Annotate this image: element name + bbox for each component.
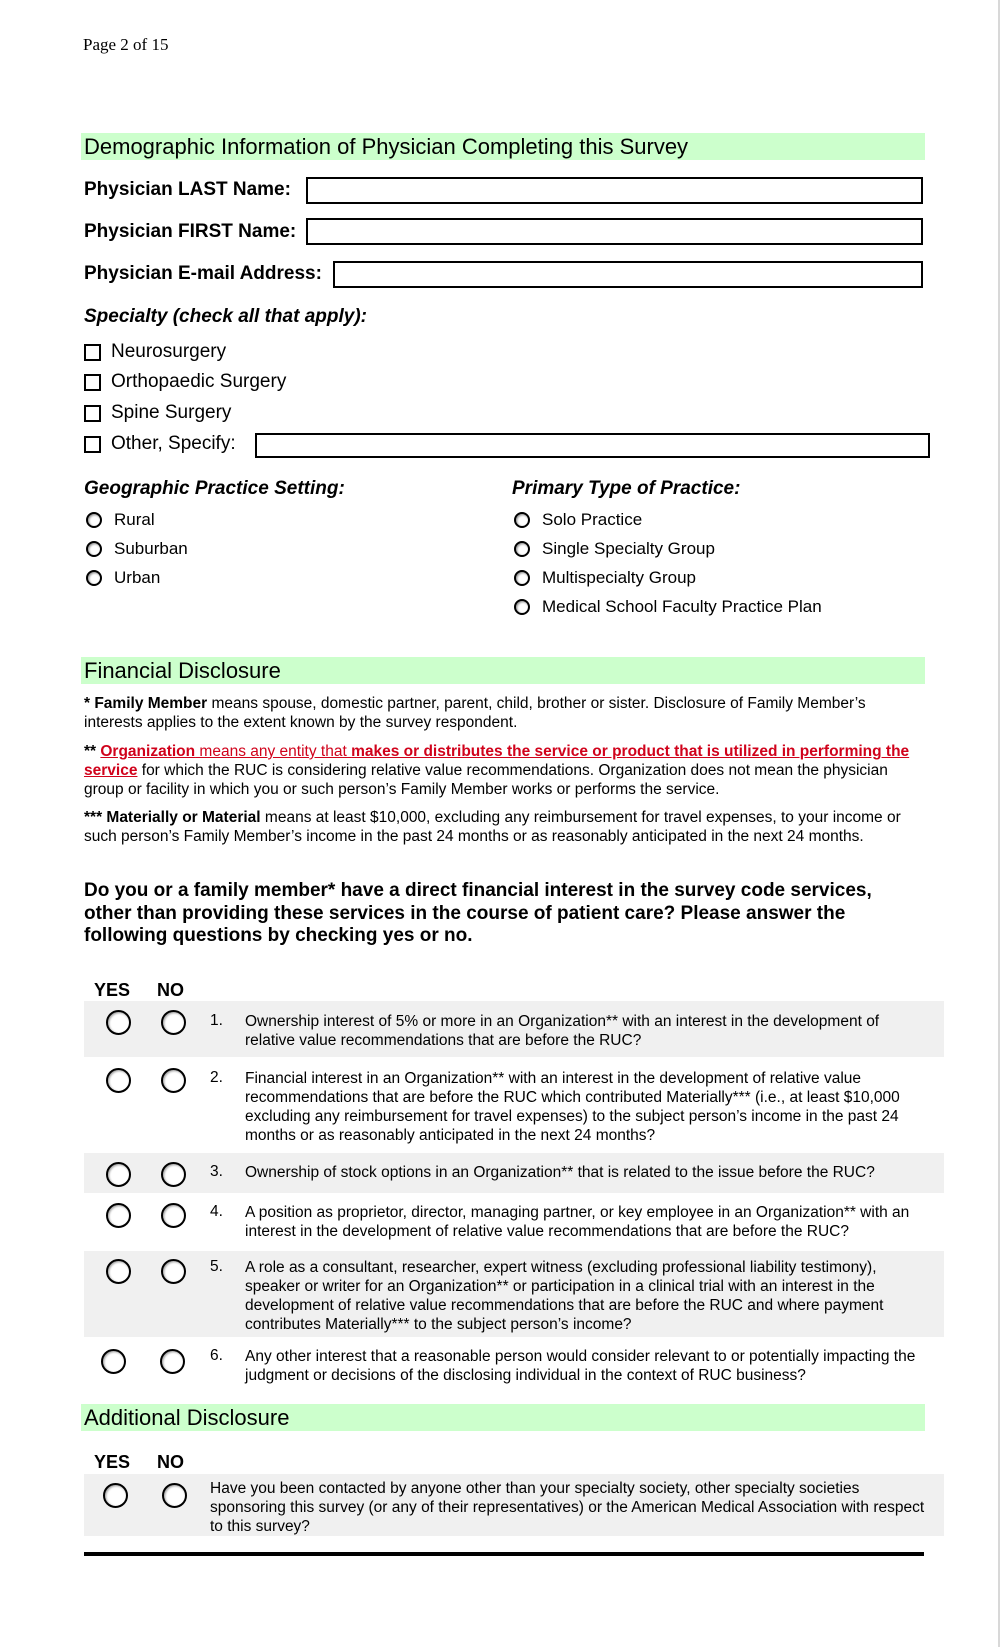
option-label: Single Specialty Group <box>542 539 715 558</box>
yes-radio[interactable] <box>103 1483 128 1508</box>
specialty-spine[interactable] <box>84 402 231 424</box>
no-radio[interactable] <box>161 1162 186 1187</box>
item-text: A role as a consultant, researcher, expert witness (excluding professional liability testimony), speaker or writer for an Organization** or participation in a clinical trial with an interest in the development of relative value recommendations that are before the RUC and where payment contributes Materially*** to the subject person’s income? <box>245 1259 884 1333</box>
last-name-field[interactable] <box>306 177 923 204</box>
first-name-label: Physician FIRST Name: <box>84 221 297 242</box>
option-label: Medical School Faculty Practice Plan <box>542 597 822 616</box>
page-label: Page 2 of 15 <box>83 35 169 54</box>
family-member-definition <box>84 694 924 732</box>
option-label: Solo Practice <box>542 510 643 529</box>
item-text: Ownership interest of 5% or more in an Organization** with an interest in the development of relative value recommendations that are before the RUC? <box>245 1013 880 1049</box>
additional-section-title: Additional Disclosure <box>81 1404 925 1431</box>
radio-button[interactable] <box>86 570 102 586</box>
specialty-other[interactable] <box>84 433 236 455</box>
org-mid: means any entity that <box>195 743 352 760</box>
item-number: 2. <box>210 1069 223 1086</box>
no-radio[interactable] <box>161 1203 186 1228</box>
demographic-section-title: Demographic Information of Physician Completing this Survey <box>81 133 925 160</box>
org-prefix: ** <box>84 743 101 760</box>
practice-option-single-specialty[interactable] <box>514 538 715 560</box>
radio-button[interactable] <box>514 541 530 557</box>
disclosure-row-1 <box>84 1001 944 1057</box>
email-field[interactable] <box>333 261 923 288</box>
org-term: Organization <box>100 743 196 760</box>
checkbox[interactable] <box>84 374 101 391</box>
radio-button[interactable] <box>514 512 530 528</box>
item-text: A position as proprietor, director, managing partner, or key employee in an Organization** with an interest in the development of relative value recommendations that are before the RUC? <box>245 1204 910 1240</box>
specialty-neurosurgery[interactable] <box>84 341 226 363</box>
additional-question-row <box>84 1474 944 1536</box>
specialty-heading: Specialty (check all that apply): <box>84 306 367 327</box>
option-label: Suburban <box>114 539 188 558</box>
checkbox[interactable] <box>84 344 101 361</box>
last-name-label: Physician LAST Name: <box>84 179 291 200</box>
yes-radio[interactable] <box>106 1162 131 1187</box>
org-rest: for which the RUC is considering relative value recommendations. Organization does not mean the physician group or facility in which you or such person’s Family Member works or performs the service. <box>84 762 888 798</box>
item-number: 3. <box>210 1163 223 1180</box>
item-number: 5. <box>210 1258 223 1275</box>
material-text: means at least $10,000, excluding any reimbursement for travel expenses, to your income or such person’s Family Member’s income in the past 24 months or as reasonably anticipated in the next 24 months. <box>84 809 901 845</box>
other-specialty-field[interactable] <box>255 433 930 458</box>
item-number: 4. <box>210 1203 223 1220</box>
disclosure-row-5 <box>84 1251 944 1337</box>
no-radio[interactable] <box>161 1259 186 1284</box>
option-label: Urban <box>114 568 161 587</box>
email-label: Physician E-mail Address: <box>84 263 322 284</box>
disclosure-row-2 <box>84 1060 944 1150</box>
item-text: Financial interest in an Organization** with an interest in the development of relative value recommendations that are before the RUC which contributed Materially*** (i.e., at least $10,000 excluding any reimbursement for travel expenses) to the subject person’s income in the past 24 months or as reasonably anticipated in the next 24 months? <box>245 1070 900 1144</box>
practice-option-faculty-plan[interactable] <box>514 596 822 618</box>
specialty-label: Orthopaedic Surgery <box>111 371 287 392</box>
radio-button[interactable] <box>86 541 102 557</box>
checkbox[interactable] <box>84 405 101 422</box>
specialty-label: Neurosurgery <box>111 341 227 362</box>
item-text: Any other interest that a reasonable person would consider relevant to or potentially impacting the judgment or decisions of the disclosing individual in the context of RUC business? <box>245 1348 916 1384</box>
yes-radio[interactable] <box>106 1203 131 1228</box>
option-label: Rural <box>114 510 155 529</box>
no-column-header: NO <box>157 980 184 1000</box>
yes-radio[interactable] <box>106 1010 131 1035</box>
financial-interest-question: Do you or a family member* have a direct financial interest in the survey code services, other than providing these services in the course of patient care? Please answer the following questions by checking yes or no. <box>84 880 872 946</box>
radio-button[interactable] <box>86 512 102 528</box>
specialty-label: Other, Specify: <box>111 433 236 454</box>
disclosure-row-3 <box>84 1153 944 1193</box>
additional-question-text: Have you been contacted by anyone other than your specialty society, other specialty societies sponsoring this survey (or any of their representatives) or the American Medical Association with respect to this survey? <box>210 1480 925 1535</box>
disclosure-row-6 <box>84 1340 944 1390</box>
first-name-field[interactable] <box>306 218 923 245</box>
specialty-orthopaedic[interactable] <box>84 371 286 393</box>
no-radio[interactable] <box>160 1349 185 1374</box>
item-number: 6. <box>210 1347 223 1364</box>
radio-button[interactable] <box>514 599 530 615</box>
additional-no-header: NO <box>157 1452 184 1472</box>
practice-option-solo[interactable] <box>514 509 642 531</box>
no-radio[interactable] <box>161 1010 186 1035</box>
org-bold: makes or distributes the service or product that is utilized in performing the service <box>84 743 910 779</box>
family-member-term: * Family Member <box>84 695 208 712</box>
geo-option-rural[interactable] <box>86 509 155 531</box>
item-text: Ownership of stock options in an Organization** that is related to the issue before the RUC? <box>245 1164 875 1181</box>
geo-heading: Geographic Practice Setting: <box>84 478 345 499</box>
yes-column-header: YES <box>94 980 131 1000</box>
yes-radio[interactable] <box>106 1068 131 1093</box>
material-definition <box>84 808 924 846</box>
disclosure-row-4 <box>84 1196 944 1248</box>
geo-option-urban[interactable] <box>86 567 160 589</box>
family-member-text: means spouse, domestic partner, parent, child, brother or sister. Disclosure of Family Member’s interests applies to the extent known by the survey respondent. <box>84 695 866 731</box>
material-term: *** Materially or Material <box>84 809 261 826</box>
no-radio[interactable] <box>162 1483 187 1508</box>
item-number: 1. <box>210 1012 223 1029</box>
practice-option-multispecialty[interactable] <box>514 567 696 589</box>
geo-option-suburban[interactable] <box>86 538 188 560</box>
yes-radio[interactable] <box>106 1259 131 1284</box>
checkbox[interactable] <box>84 436 101 453</box>
financial-section-title: Financial Disclosure <box>81 657 925 684</box>
specialty-label: Spine Surgery <box>111 402 232 423</box>
practice-heading: Primary Type of Practice: <box>512 478 741 499</box>
radio-button[interactable] <box>514 570 530 586</box>
bottom-rule <box>84 1552 924 1556</box>
additional-yes-header: YES <box>94 1452 131 1472</box>
no-radio[interactable] <box>161 1068 186 1093</box>
option-label: Multispecialty Group <box>542 568 697 587</box>
organization-definition <box>84 742 924 799</box>
yes-radio[interactable] <box>101 1349 126 1374</box>
